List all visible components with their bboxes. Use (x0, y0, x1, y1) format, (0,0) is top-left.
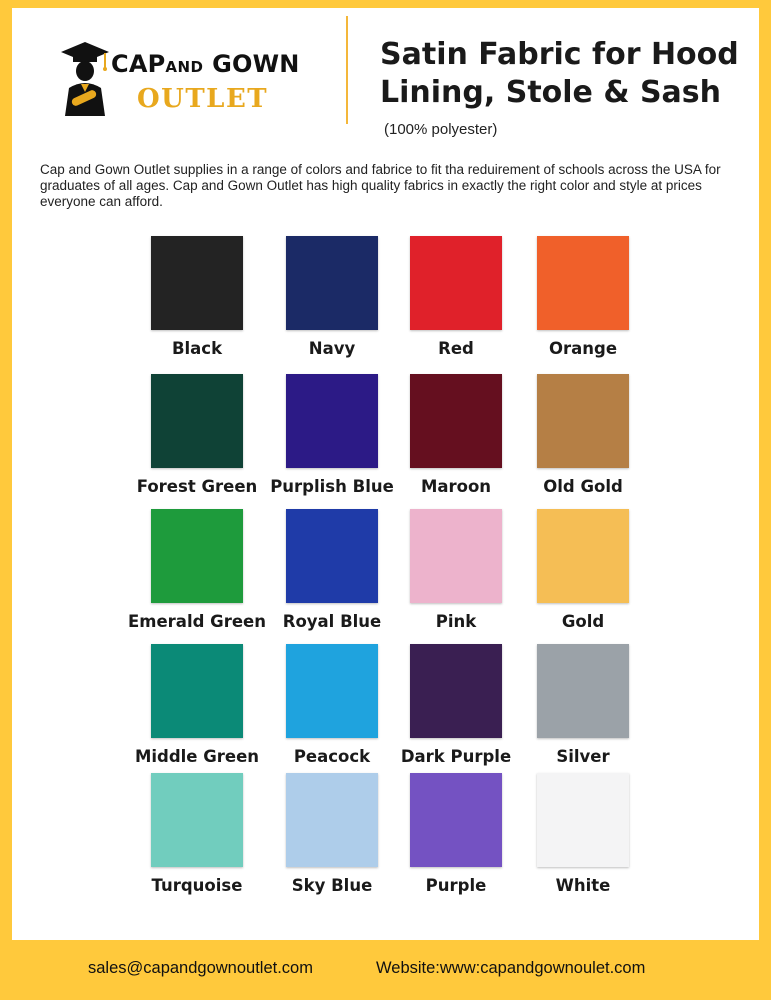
swatch-chip (537, 644, 629, 738)
swatch-label: Orange (548, 339, 618, 358)
footer (0, 955, 771, 985)
brand-name-line1: CAPAND GOWN (111, 50, 300, 78)
swatch-chip (151, 773, 243, 867)
swatch-chip (286, 236, 378, 330)
swatch-chip (410, 644, 502, 738)
swatch-label: White (555, 876, 611, 895)
flyer-page (12, 8, 759, 940)
swatch-label: Pink (435, 612, 477, 631)
swatch-chip (151, 644, 243, 738)
swatch-chip (537, 509, 629, 603)
footer-website: Website:www:capandgownoulet.com (376, 959, 646, 977)
title-line-2: Lining, Stole & Sash (380, 75, 722, 110)
swatch-chip (151, 236, 243, 330)
swatch-label: Dark Purple (400, 747, 512, 766)
swatch-chip (410, 236, 502, 330)
swatch-chip (537, 236, 629, 330)
swatch-label: Gold (561, 612, 605, 631)
swatch-chip (537, 374, 629, 468)
swatch-label: Purple (425, 876, 487, 895)
swatch-chip (286, 374, 378, 468)
swatch-chip (151, 509, 243, 603)
swatch-chip (537, 773, 629, 867)
swatch-label: Royal Blue (282, 612, 382, 631)
brand-name-line2: OUTLET (137, 84, 269, 114)
swatch-label: Turquoise (151, 876, 243, 895)
swatch-label: Emerald Green (128, 612, 266, 631)
page-subtitle: (100% polyester) (384, 121, 498, 138)
swatch-chip (410, 773, 502, 867)
swatch-chip (286, 773, 378, 867)
swatch-chip (286, 509, 378, 603)
swatch-chip (410, 509, 502, 603)
swatch-chip (410, 374, 502, 468)
swatch-label: Purplish Blue (270, 477, 394, 496)
swatch-label: Silver (556, 747, 610, 766)
swatch-chip (286, 644, 378, 738)
swatch-label: Peacock (293, 747, 371, 766)
swatch-chip (151, 374, 243, 468)
footer-email: sales@capandgownoutlet.com (88, 959, 313, 977)
swatch-label: Forest Green (136, 477, 258, 496)
swatch-label: Old Gold (543, 477, 623, 496)
swatch-label: Red (438, 339, 474, 358)
swatch-label: Maroon (420, 477, 492, 496)
color-swatch-grid (12, 8, 759, 940)
title-line-1: Satin Fabric for Hood (380, 37, 739, 72)
swatch-label: Navy (308, 339, 356, 358)
swatch-label: Middle Green (134, 747, 260, 766)
swatch-label: Sky Blue (291, 876, 373, 895)
intro-paragraph: Cap and Gown Outlet supplies in a range of colors and fabrice to fit tha reduirement of schools across the USA for graduates of all ages. Cap and Gown Outlet has high quality fabrics in exactly the right color and style at prices everyone can afford. (40, 162, 721, 209)
swatch-label: Black (171, 339, 223, 358)
